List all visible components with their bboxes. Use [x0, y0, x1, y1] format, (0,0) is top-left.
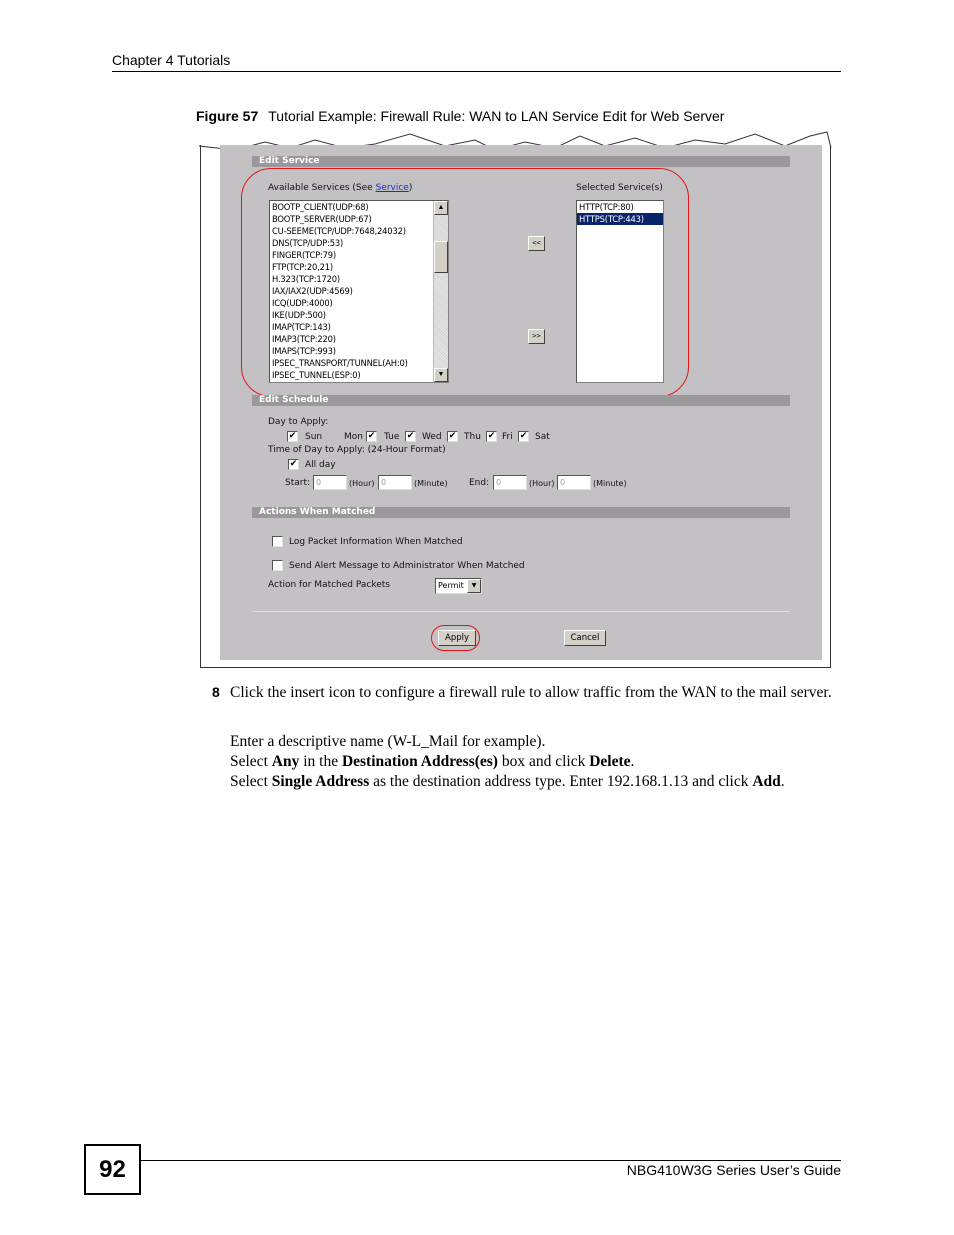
day-label-fri: Fri: [502, 432, 513, 442]
figure-caption: [196, 108, 724, 124]
available-service-item[interactable]: IMAPS(TCP:993): [272, 346, 336, 356]
end-minute-input[interactable]: 0: [557, 475, 591, 490]
day-checkbox-mon[interactable]: ✔: [367, 431, 376, 441]
cancel-button[interactable]: Cancel: [564, 630, 606, 646]
time-of-day-label: Time of Day to Apply: (24-Hour Format): [268, 445, 446, 455]
available-service-item[interactable]: FTP(TCP:20,21): [272, 262, 333, 272]
step-text: Click the insert icon to configure a firewall rule to allow traffic from the WAN to the mail server.: [230, 684, 832, 701]
guide-title: NBG410W3G Series User’s Guide: [626, 1162, 841, 1178]
edit-service-title: Edit Service: [252, 156, 790, 167]
highlight-service-oval: [241, 168, 689, 397]
day-label-thu: Thu: [464, 432, 481, 442]
chapter-header: Chapter 4 Tutorials: [112, 52, 231, 68]
log-packet-checkbox[interactable]: [272, 536, 283, 547]
header-rule: [112, 71, 841, 72]
day-checkbox-wed[interactable]: ✔: [448, 431, 457, 441]
day-label-wed: Wed: [422, 432, 442, 442]
day-to-apply-label: Day to Apply:: [268, 417, 329, 427]
all-day-checkbox[interactable]: ✔: [289, 459, 298, 469]
remove-service-button[interactable]: <<: [528, 236, 545, 251]
all-day-label: All day: [305, 460, 336, 470]
day-checkbox-fri[interactable]: ✔: [519, 431, 528, 441]
start-hour-unit: (Hour): [349, 479, 375, 488]
step-line-2: Select Any in the Destination Address(es) box and click Delete.: [230, 753, 635, 770]
send-alert-label: Send Alert Message to Administrator When Matched: [289, 561, 525, 571]
start-label: Start:: [285, 478, 311, 488]
end-minute-unit: (Minute): [593, 479, 627, 488]
figure-title: Tutorial Example: Firewall Rule: WAN to LAN Service Edit for Web Server: [268, 108, 725, 124]
send-alert-checkbox[interactable]: [272, 560, 283, 571]
apply-button[interactable]: Apply: [438, 630, 476, 646]
available-label-suffix: ): [408, 183, 413, 193]
figure-number: Figure 57: [196, 108, 259, 124]
step-number: 8: [212, 684, 220, 700]
highlight-apply-oval: [431, 625, 480, 651]
day-label-sun: Sun: [305, 432, 323, 442]
available-service-item[interactable]: H.323(TCP:1720): [272, 274, 340, 284]
selected-services-label: Selected Service(s): [576, 183, 663, 193]
day-checkbox-sun[interactable]: ✔: [288, 431, 297, 441]
available-service-item[interactable]: FINGER(TCP:79): [272, 250, 336, 260]
step-line-1: Enter a descriptive name (W-L_Mail for example).: [230, 733, 546, 750]
available-service-item[interactable]: IMAP3(TCP:220): [272, 334, 336, 344]
available-service-item[interactable]: IAX/IAX2(UDP:4569): [272, 286, 353, 296]
available-service-item[interactable]: ICQ(UDP:4000): [272, 298, 333, 308]
available-service-item[interactable]: CU-SEEME(TCP/UDP:7648,24032): [272, 226, 406, 236]
day-checkbox-tue[interactable]: ✔: [406, 431, 415, 441]
available-service-item[interactable]: BOOTP_CLIENT(UDP:68): [272, 202, 369, 212]
action-select[interactable]: [435, 578, 482, 594]
step-line-3: Select Single Address as the destination address type. Enter 192.168.1.13 and click Add.: [230, 773, 785, 790]
available-service-item[interactable]: BOOTP_SERVER(UDP:67): [272, 214, 372, 224]
day-label-sat: Sat: [535, 432, 550, 442]
day-checkbox-thu[interactable]: ✔: [487, 431, 496, 441]
page-number: 92: [84, 1144, 141, 1195]
scroll-down-icon[interactable]: ▼: [434, 368, 448, 382]
selected-service-item[interactable]: HTTPS(TCP:443): [577, 213, 663, 225]
available-label-prefix: Available Services (See: [268, 183, 376, 193]
panel-divider: [252, 611, 790, 612]
scroll-up-icon[interactable]: ▲: [434, 201, 448, 215]
selected-service-item[interactable]: HTTP(TCP:80): [579, 202, 634, 212]
add-service-button[interactable]: >>: [528, 329, 545, 344]
end-hour-input[interactable]: 0: [493, 475, 527, 490]
available-service-item[interactable]: IPSEC_TUNNEL(ESP:0): [272, 370, 361, 380]
available-service-item[interactable]: IMAP(TCP:143): [272, 322, 331, 332]
actions-title: Actions When Matched: [252, 507, 790, 518]
edit-schedule-title: Edit Schedule: [252, 395, 790, 406]
day-label-tue: Tue: [384, 432, 400, 442]
dropdown-arrow-icon[interactable]: ▼: [467, 579, 481, 593]
end-label: End:: [469, 478, 490, 488]
available-service-item[interactable]: IKE(UDP:500): [272, 310, 326, 320]
end-hour-unit: (Hour): [529, 479, 555, 488]
available-service-item[interactable]: IPSEC_TRANSPORT/TUNNEL(AH:0): [272, 358, 408, 368]
start-minute-input[interactable]: 0: [378, 475, 412, 490]
log-packet-label: Log Packet Information When Matched: [289, 537, 463, 547]
start-hour-input[interactable]: 0: [313, 475, 347, 490]
day-label-mon: Mon: [344, 432, 363, 442]
service-link[interactable]: Service: [375, 183, 409, 193]
footer-rule: [141, 1160, 841, 1161]
action-label: Action for Matched Packets: [268, 580, 390, 590]
available-service-item[interactable]: DNS(TCP/UDP:53): [272, 238, 344, 248]
action-select-value: Permit: [438, 581, 464, 590]
start-minute-unit: (Minute): [414, 479, 448, 488]
